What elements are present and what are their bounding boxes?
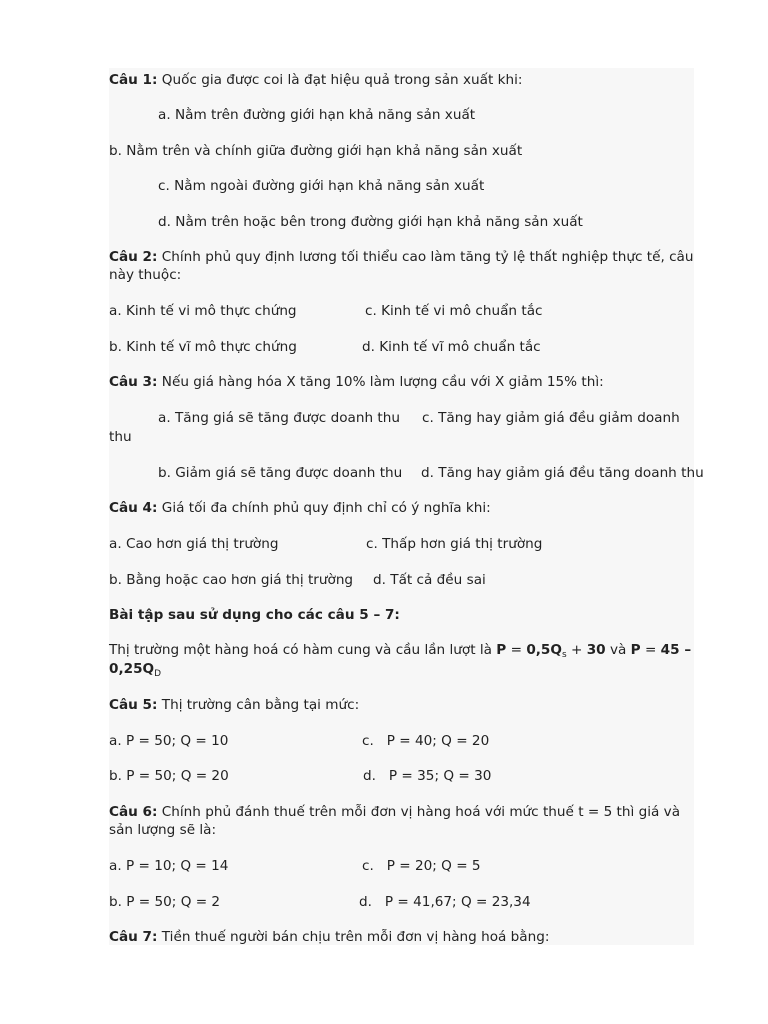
exercise-heading-text: Bài tập sau sử dụng cho các câu 5 – 7: bbox=[109, 607, 400, 623]
question-5 bbox=[109, 696, 694, 714]
question-5-text: Thị trường cân bằng tại mức: bbox=[157, 697, 360, 713]
question-4-option-c: c. Thấp hơn giá thị trường bbox=[366, 536, 543, 552]
exercise-intro-line-2 bbox=[109, 660, 694, 680]
question-6-option-d: d. P = 41,67; Q = 23,34 bbox=[359, 894, 531, 910]
supply-subscript: s bbox=[561, 650, 567, 660]
question-3-option-c: c. Tăng hay giảm giá đều giảm doanh bbox=[422, 410, 680, 426]
conjunction: và bbox=[605, 642, 631, 658]
question-1 bbox=[109, 71, 694, 89]
question-2-option-a: a. Kinh tế vi mô thực chứng bbox=[109, 303, 297, 319]
question-2-text: Chính phủ quy định lương tối thiểu cao làm tăng tỷ lệ thất nghiệp thực tế, câu này thuộc: bbox=[109, 249, 694, 283]
question-3-option-d: d. Tăng hay giảm giá đều tăng doanh thu bbox=[421, 465, 704, 481]
exercise-intro-line-1 bbox=[109, 641, 694, 661]
exercise-intro-text: Thị trường một hàng hoá có hàm cung và cầu lần lượt là bbox=[109, 642, 497, 658]
question-6-option-a: a. P = 10; Q = 14 bbox=[109, 858, 229, 874]
question-7-label: Câu 7: bbox=[109, 929, 158, 945]
question-6-text: Chính phủ đánh thuế trên mỗi đơn vị hàng hoá với mức thuế t = 5 thì giá và sản lượng sẽ là: bbox=[109, 804, 681, 838]
supply-equals: = bbox=[506, 642, 527, 658]
question-2-option-b: b. Kinh tế vĩ mô thực chứng bbox=[109, 339, 297, 355]
question-6 bbox=[109, 803, 694, 839]
demand-line-1: 45 – bbox=[660, 642, 692, 658]
question-6-option-b: b. P = 50; Q = 2 bbox=[109, 894, 221, 910]
question-6-option-c: c. P = 20; Q = 5 bbox=[362, 858, 481, 874]
demand-equals: = bbox=[640, 642, 661, 658]
supply-coefficient: 0,5Q bbox=[526, 642, 562, 658]
document-page bbox=[109, 68, 704, 945]
question-1-option-a: a. Nằm trên đường giới hạn khả năng sản xuất bbox=[158, 107, 476, 123]
question-3-option-a: a. Tăng giá sẽ tăng được doanh thu bbox=[158, 410, 400, 426]
question-6-label: Câu 6: bbox=[109, 804, 158, 820]
question-4-text: Giá tối đa chính phủ quy định chỉ có ý nghĩa khi: bbox=[157, 500, 491, 516]
question-3-option-b: b. Giảm giá sẽ tăng được doanh thu bbox=[158, 465, 403, 481]
question-1-label: Câu 1: bbox=[109, 72, 158, 88]
question-1-option-d: d. Nằm trên hoặc bên trong đường giới hạn khả năng sản xuất bbox=[158, 214, 583, 230]
question-4-option-d: d. Tất cả đều sai bbox=[373, 572, 486, 588]
supply-plus: + bbox=[566, 642, 587, 658]
supply-p: P bbox=[496, 642, 507, 658]
question-4-option-b: b. Bằng hoặc cao hơn giá thị trường bbox=[109, 572, 354, 588]
demand-line-2: 0,25Q bbox=[109, 661, 155, 677]
exercise-heading bbox=[109, 606, 694, 624]
question-7-text: Tiền thuế người bán chịu trên mỗi đơn vị hàng hoá bằng: bbox=[157, 929, 550, 945]
question-5-label: Câu 5: bbox=[109, 697, 158, 713]
question-5-option-c: c. P = 40; Q = 20 bbox=[362, 733, 490, 749]
question-3-label: Câu 3: bbox=[109, 374, 158, 390]
question-3 bbox=[109, 373, 694, 391]
question-5-option-a: a. P = 50; Q = 10 bbox=[109, 733, 229, 749]
question-5-option-d: d. P = 35; Q = 30 bbox=[363, 768, 492, 784]
demand-subscript: D bbox=[154, 669, 162, 679]
question-1-option-c: c. Nằm ngoài đường giới hạn khả năng sản xuất bbox=[158, 178, 485, 194]
question-4 bbox=[109, 499, 694, 517]
supply-constant: 30 bbox=[586, 642, 606, 658]
question-1-option-b: b. Nằm trên và chính giữa đường giới hạn khả năng sản xuất bbox=[109, 143, 523, 159]
question-1-text: Quốc gia được coi là đạt hiệu quả trong sản xuất khi: bbox=[157, 72, 523, 88]
demand-p: P bbox=[630, 642, 641, 658]
question-4-option-a: a. Cao hơn giá thị trường bbox=[109, 536, 279, 552]
question-2-label: Câu 2: bbox=[109, 249, 158, 265]
question-5-option-b: b. P = 50; Q = 20 bbox=[109, 768, 229, 784]
question-3-option-c-continued: thu bbox=[109, 429, 132, 445]
question-2-option-d: d. Kinh tế vĩ mô chuẩn tắc bbox=[362, 339, 541, 355]
question-4-label: Câu 4: bbox=[109, 500, 158, 516]
question-2 bbox=[109, 248, 694, 284]
question-2-option-c: c. Kinh tế vi mô chuẩn tắc bbox=[365, 303, 543, 319]
question-7 bbox=[109, 928, 694, 946]
question-3-text: Nếu giá hàng hóa X tăng 10% làm lượng cầu với X giảm 15% thì: bbox=[157, 374, 604, 390]
